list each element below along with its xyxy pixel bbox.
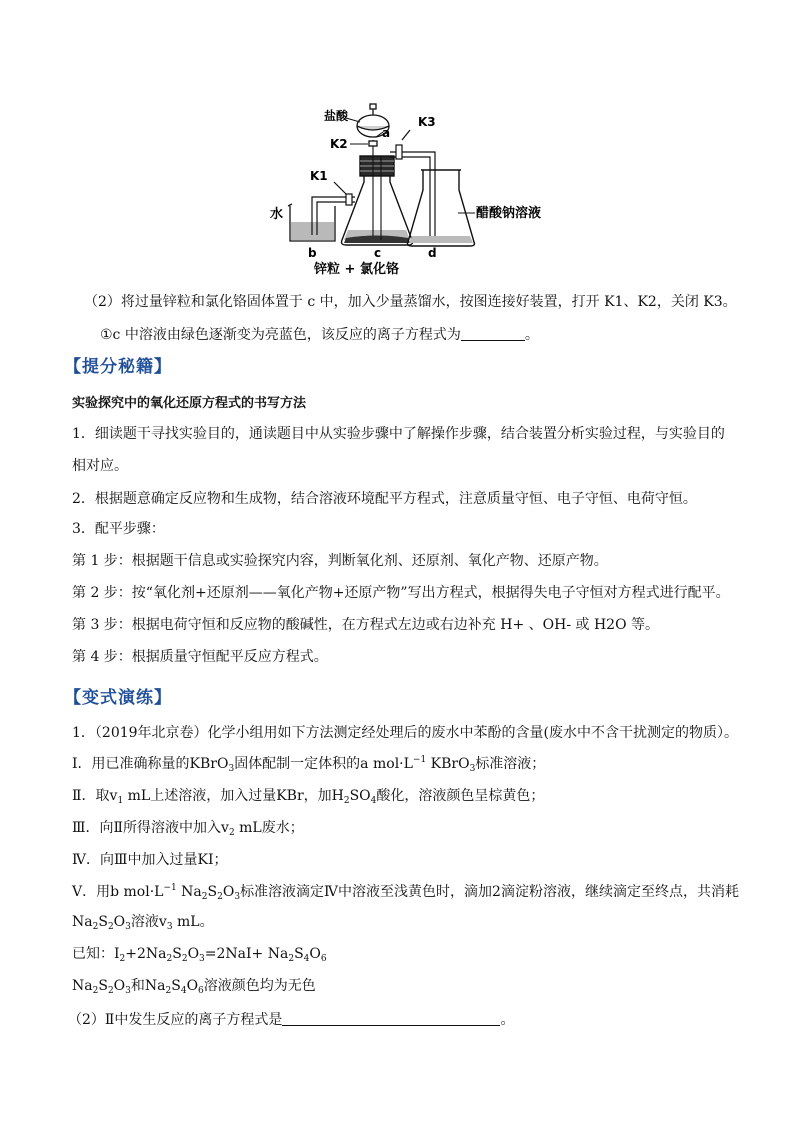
label-c: c [374, 246, 382, 260]
exercise-step-i: Ⅰ．用已准确称量的KBrO$_3$固体配制一定体积的a $mol\cdot L^{-1}$ KBrO$_3$标准溶液； [72, 755, 546, 774]
section-title-exercise: 【变式演练】 [64, 688, 172, 708]
label-d: d [428, 246, 437, 260]
exercise-colorless-note: $Na_2S_2O_3$和$Na_2S_4O_6$溶液颜色均为无色 [72, 978, 316, 996]
tips-point-1: 1．细读题干寻找实验目的，通读题目中从实验步骤中了解操作步骤，结合装置分析实验过程，与实验目的 [72, 426, 725, 442]
tips-point-3: 3．配平步骤： [72, 521, 165, 537]
answer-blank [461, 326, 525, 341]
label-k2: K2 [330, 137, 348, 151]
label-zinc-chromium: 锌粒 + 氯化铬 [314, 262, 399, 277]
exercise-intro: 1．（2019年北京卷）化学小组用如下方法测定经处理后的废水中苯酚的含量(废水中不含干扰测定的物质）。 [72, 725, 738, 741]
label-b: b [308, 246, 317, 260]
tube-k3 [390, 130, 435, 240]
label-k3: K3 [418, 115, 436, 129]
exercise-known-equation: 已知：$I_2+2Na_2S_2O_3=2NaI+ Na_2S_4O_6$ [72, 946, 327, 964]
tips-step-4: 第 4 步：根据质量守恒配平反应方程式。 [72, 649, 328, 665]
exercise-step-iv: Ⅳ．向Ⅲ中加入过量KI； [72, 852, 228, 868]
beaker-b [288, 197, 355, 241]
apparatus-figure [260, 100, 560, 280]
tips-point-1-cont: 相对应。 [72, 458, 128, 474]
label-hcl: 盐酸 [324, 109, 349, 123]
exercise-step-ii: Ⅱ．取$v_1$ mL上述溶液，加入过量KBr，加$H_2SO_4$酸化，溶液颜色呈棕黄色； [72, 788, 545, 806]
label-k1: K1 [310, 169, 328, 183]
question-2-text: （2）将过量锌粒和氯化铬固体置于 c 中，加入少量蒸馏水，按图连接好装置，打开 K1、K2，关闭 K3。 [84, 294, 737, 310]
label-sodium-acetate: 醋酸钠溶液 [476, 206, 542, 221]
tips-step-3: 第 3 步：根据电荷守恒和反应物的酸碱性，在方程式左边或右边补充 H+ 、OH- 或 H2O 等。 [72, 617, 660, 633]
label-water: 水 [270, 207, 284, 222]
flask-d [408, 170, 475, 246]
exercise-step-iii: Ⅲ．向Ⅱ所得溶液中加入$v_2$ mL废水； [72, 820, 304, 838]
section-title-tips: 【提分秘籍】 [64, 357, 172, 377]
exercise-question-2: （2）Ⅱ中发生反应的离子方程式是 。 [68, 1012, 515, 1028]
tips-step-2: 第 2 步：按“氧化剂+还原剂——氧化产物+还原产物”写出方程式，根据得失电子守恒对方程式进行配平。 [72, 585, 730, 601]
exercise-step-v: Ⅴ．用b $mol\cdot L^{-1}$ $Na_2S_2O_3$标准溶液滴定Ⅳ中溶液至浅黄色时，滴加2滴淀粉溶液，继续滴定至终点，共消耗 [72, 883, 739, 902]
label-a: a [382, 126, 391, 140]
tips-point-2: 2．根据题意确定反应物和生成物，结合溶液环境配平方程式，注意质量守恒、电子守恒、电荷守恒。 [72, 491, 697, 507]
question-2-sub1: ①c 中溶液由绿色逐渐变为亮蓝色，该反应的离子方程式为 。 [100, 327, 539, 343]
tips-heading: 实验探究中的氧化还原方程式的书写方法 [72, 396, 307, 411]
exercise-step-v-cont: $Na_2S_2O_3$溶液$v_3$ mL。 [72, 914, 214, 932]
tips-step-1: 第 1 步：根据题干信息或实验探究内容，判断氧化剂、还原剂、氧化产物、还原产物。 [72, 553, 608, 569]
answer-blank-2 [282, 1011, 500, 1026]
